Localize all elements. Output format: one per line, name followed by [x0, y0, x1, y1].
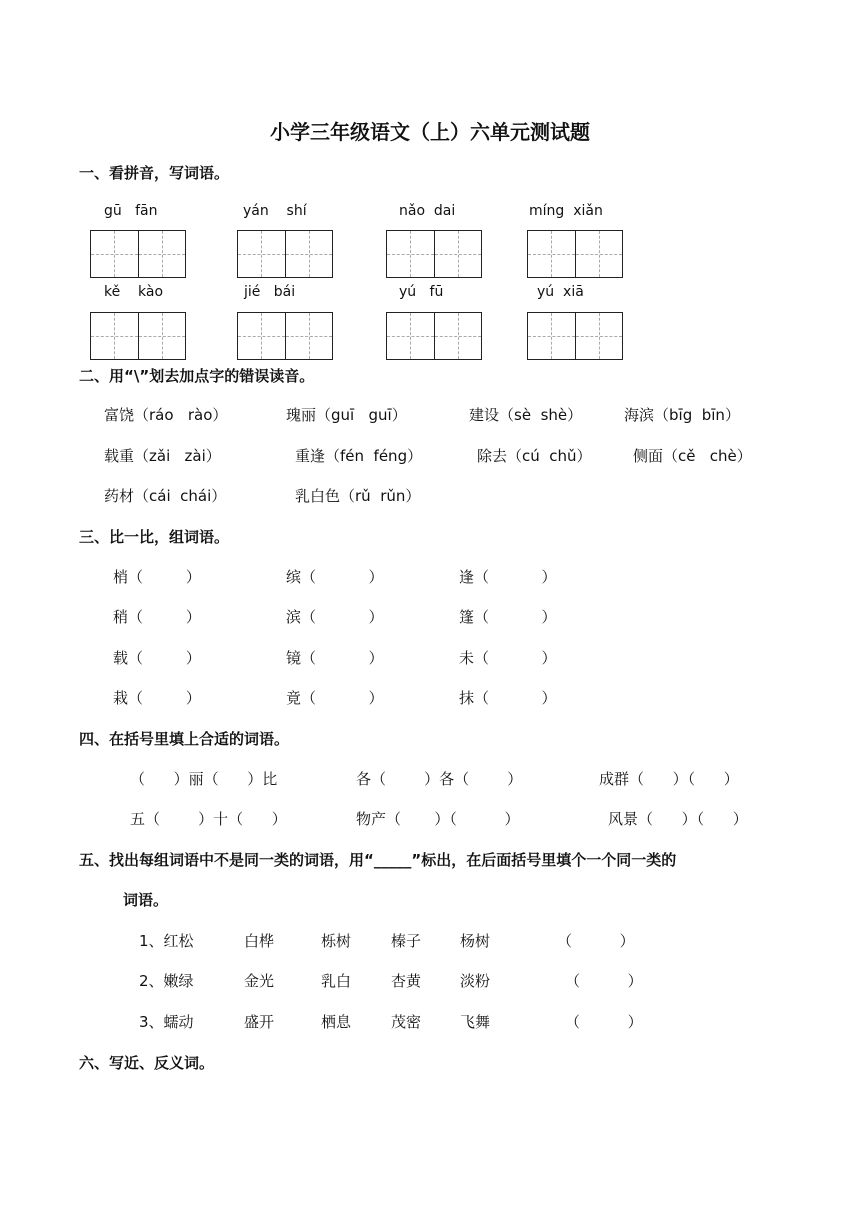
word-item: 镜（ ）: [286, 649, 384, 667]
group-word: 盛开: [244, 1013, 275, 1031]
page-title: 小学三年级语文（上）六单元测试题: [270, 120, 590, 144]
group-word: 杏黄: [391, 972, 422, 990]
pinyin-label: yú fū: [399, 284, 444, 300]
reading-item: 瑰丽（guī guī）: [286, 406, 407, 424]
section-3-heading: 三、比一比，组词语。: [79, 528, 230, 546]
section-1-heading: 一、看拼音，写词语。: [79, 164, 230, 182]
group-word: 飞舞: [460, 1013, 491, 1031]
group-word: 茂密: [391, 1013, 422, 1031]
fill-item: 五（ ）十（ ）: [130, 810, 287, 828]
group-word: 栎树: [321, 932, 352, 950]
reading-item: 富饶（ráo rào）: [104, 406, 228, 424]
writing-grid[interactable]: [527, 312, 623, 360]
answer-blank: （ ）: [565, 1013, 643, 1031]
group-label: 1、红松: [139, 932, 194, 950]
fill-item: 风景（ ）（ ）: [608, 810, 748, 828]
fill-item: 成群（ ）（ ）: [599, 770, 739, 788]
reading-item: 载重（zǎi zài）: [104, 447, 221, 465]
pinyin-label: kě kào: [104, 284, 164, 300]
fill-item: 物产（ ）（ ）: [356, 810, 520, 828]
group-word: 榛子: [391, 932, 422, 950]
pinyin-label: jié bái: [244, 284, 296, 300]
group-word: 淡粉: [460, 972, 491, 990]
writing-grid[interactable]: [237, 230, 333, 278]
word-item: 未（ ）: [459, 649, 557, 667]
word-item: 载（ ）: [113, 649, 201, 667]
group-label: 2、嫩绿: [139, 972, 194, 990]
group-word: 乳白: [321, 972, 352, 990]
reading-item: 海滨（bīg bīn）: [624, 406, 740, 424]
reading-item: 除去（cú chǔ）: [477, 447, 592, 465]
writing-grid[interactable]: [237, 312, 333, 360]
section-5-heading-cont: 词语。: [123, 891, 169, 909]
group-word: 白桦: [244, 932, 275, 950]
pinyin-label: nǎo dai: [399, 203, 456, 219]
pinyin-label: yú xiā: [537, 284, 584, 300]
word-item: 逢（ ）: [459, 568, 557, 586]
group-word: 杨树: [460, 932, 491, 950]
reading-item: 建设（sè shè）: [469, 406, 583, 424]
word-item: 梢（ ）: [113, 568, 201, 586]
writing-grid[interactable]: [90, 312, 186, 360]
word-item: 稍（ ）: [113, 608, 201, 626]
writing-grid[interactable]: [386, 312, 482, 360]
word-item: 抹（ ）: [459, 689, 557, 707]
pinyin-label: míng xiǎn: [529, 203, 603, 219]
section-4-heading: 四、在括号里填上合适的词语。: [79, 730, 290, 748]
group-word: 栖息: [321, 1013, 352, 1031]
pinyin-label: gū fān: [104, 203, 158, 219]
fill-item: 各（ ）各（ ）: [356, 770, 523, 788]
word-item: 篷（ ）: [459, 608, 557, 626]
pinyin-label: yán shí: [243, 203, 307, 219]
fill-item: （ ）丽（ ）比: [130, 770, 278, 788]
section-2-heading: 二、用“\”划去加点字的错误读音。: [79, 367, 315, 385]
reading-item: 乳白色（rǔ rǔn）: [295, 487, 421, 505]
group-word: 金光: [244, 972, 275, 990]
word-item: 竟（ ）: [286, 689, 384, 707]
writing-grid[interactable]: [386, 230, 482, 278]
answer-blank: （ ）: [557, 932, 635, 950]
word-item: 滨（ ）: [286, 608, 384, 626]
word-item: 缤（ ）: [286, 568, 384, 586]
section-6-heading: 六、写近、反义词。: [79, 1054, 215, 1072]
reading-item: 重逢（fén féng）: [295, 447, 423, 465]
section-5-heading: 五、找出每组词语中不是同一类的词语，用“_____”标出，在后面括号里填个一个同一类的: [79, 851, 677, 869]
answer-blank: （ ）: [565, 972, 643, 990]
word-item: 栽（ ）: [113, 689, 201, 707]
reading-item: 侧面（cě chè）: [633, 447, 752, 465]
group-label: 3、蠕动: [139, 1013, 194, 1031]
writing-grid[interactable]: [90, 230, 186, 278]
reading-item: 药材（cái chái）: [104, 487, 227, 505]
writing-grid[interactable]: [527, 230, 623, 278]
